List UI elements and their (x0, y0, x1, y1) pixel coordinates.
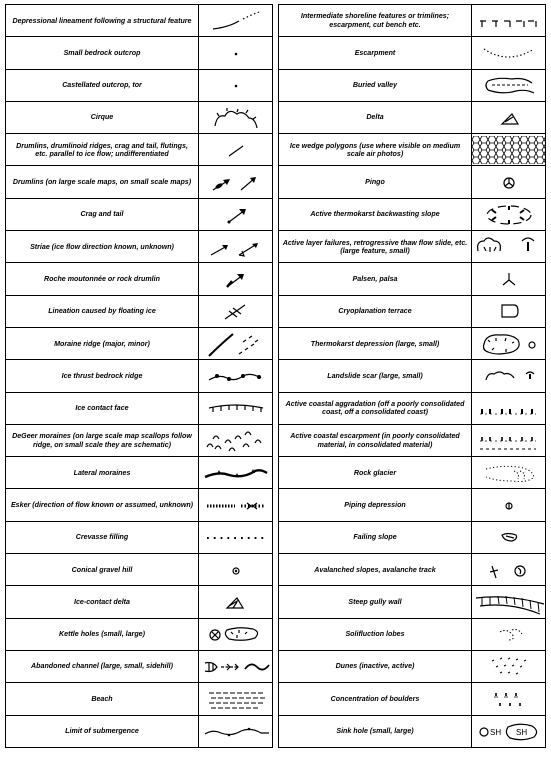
left-row (6, 327, 273, 359)
right-row (279, 263, 546, 295)
thermokarst-slope-icon (472, 200, 546, 228)
left-row (6, 586, 273, 618)
rock-glacier-icon (472, 459, 546, 487)
right-symbol-cell (472, 134, 546, 166)
left-row (6, 295, 273, 327)
left-label: Small bedrock outcrop (6, 37, 199, 69)
abandoned-channel-icon (199, 653, 273, 681)
active-layer-failure-icon (472, 233, 546, 261)
left-symbol-cell (199, 457, 273, 489)
right-label: Steep gully wall (279, 586, 472, 618)
left-row (6, 424, 273, 456)
right-symbol-cell (472, 263, 546, 295)
left-label: Ice contact face (6, 392, 199, 424)
dunes-icon (472, 653, 546, 681)
left-symbol-cell (199, 424, 273, 456)
right-row (279, 683, 546, 715)
right-symbol-cell (472, 101, 546, 133)
sink-hole-large-label: SH (516, 728, 528, 738)
left-row (6, 715, 273, 747)
right-row (279, 69, 546, 101)
left-row (6, 489, 273, 521)
right-row (279, 618, 546, 650)
left-label: Conical gravel hill (6, 554, 199, 586)
left-row (6, 69, 273, 101)
right-label: Buried valley (279, 69, 472, 101)
solifluction-lobes-icon (472, 620, 546, 648)
limit-submergence-icon (199, 717, 273, 745)
left-label: Striae (ice flow direction known, unknown) (6, 231, 199, 263)
right-label: Palsen, palsa (279, 263, 472, 295)
sink-hole-icon (472, 717, 546, 745)
left-symbol-cell (199, 101, 273, 133)
beach-lines-icon (199, 685, 273, 713)
left-label: Drumlins, drumlinoid ridges, crag and tail, flutings, etc. parallel to ice flow; undifferentiated (6, 134, 199, 166)
left-label: Castellated outcrop, tor (6, 69, 199, 101)
left-label: Depressional lineament following a structural feature (6, 5, 199, 37)
left-symbol-cell (199, 166, 273, 198)
right-label: Active thermokarst backwasting slope (279, 198, 472, 230)
sink-hole-small-label: SH (490, 728, 502, 738)
right-symbol-cell (472, 231, 546, 263)
right-symbol-cell (472, 586, 546, 618)
right-label: Cryoplanation terrace (279, 295, 472, 327)
ice-wedge-polygons-icon (472, 136, 546, 164)
landslide-scar-icon (472, 362, 546, 390)
conical-gravel-hill-icon (199, 556, 273, 584)
left-symbol-cell (199, 231, 273, 263)
left-symbol-cell (199, 554, 273, 586)
left-row (6, 521, 273, 553)
left-symbol-cell (199, 198, 273, 230)
right-symbol-cell (472, 683, 546, 715)
left-row (6, 392, 273, 424)
buried-valley-icon (472, 71, 546, 99)
left-symbol-cell (199, 360, 273, 392)
lateral-moraine-icon (199, 459, 273, 487)
left-row (6, 166, 273, 198)
right-row (279, 5, 546, 37)
left-label: Crag and tail (6, 198, 199, 230)
right-row (279, 392, 546, 424)
right-row (279, 37, 546, 69)
left-label: Drumlins (on large scale maps, on small scale maps) (6, 166, 199, 198)
left-label: Ice-contact delta (6, 586, 199, 618)
shoreline-ticks-icon (472, 7, 546, 35)
striae-arrows-icon (199, 233, 273, 261)
ice-contact-face-icon (199, 394, 273, 422)
right-symbol-cell (472, 715, 546, 747)
right-symbol-cell (472, 650, 546, 682)
left-label: Lineation caused by floating ice (6, 295, 199, 327)
sink-hole-small-circle (480, 728, 488, 736)
left-symbol-cell (199, 683, 273, 715)
kettle-holes-icon (199, 620, 273, 648)
esker-icon (199, 491, 273, 519)
left-label: Kettle holes (small, large) (6, 618, 199, 650)
right-symbol-cell (472, 457, 546, 489)
left-label: Esker (direction of flow known or assumed, unknown) (6, 489, 199, 521)
roche-moutonnee-arrow-icon (199, 265, 273, 293)
right-label: Thermokarst depression (large, small) (279, 327, 472, 359)
right-row (279, 521, 546, 553)
cirque-icon (199, 104, 273, 132)
right-row (279, 231, 546, 263)
left-label: Lateral moraines (6, 457, 199, 489)
left-label: Beach (6, 683, 199, 715)
right-row (279, 327, 546, 359)
right-row (279, 457, 546, 489)
right-symbol-cell (472, 295, 546, 327)
right-row (279, 650, 546, 682)
left-row (6, 650, 273, 682)
left-symbol-cell (199, 650, 273, 682)
crevasse-filling-icon (199, 523, 273, 551)
right-label: Solifluction lobes (279, 618, 472, 650)
left-symbol-cell (199, 618, 273, 650)
right-label: Intermediate shoreline features or trimlines; escarpment, cut bench etc. (279, 5, 472, 37)
piping-depression-icon (472, 491, 546, 519)
left-row (6, 101, 273, 133)
drumlin-arrows-icon (199, 168, 273, 196)
left-symbol-cell (199, 489, 273, 521)
right-label: Failing slope (279, 521, 472, 553)
left-row (6, 5, 273, 37)
left-row (6, 263, 273, 295)
coastal-aggradation-icon (472, 394, 546, 422)
right-row (279, 554, 546, 586)
left-row (6, 618, 273, 650)
right-label: Delta (279, 101, 472, 133)
dotted-arc-lineament-icon (199, 7, 273, 35)
right-symbol-cell (472, 521, 546, 553)
short-line-icon (199, 136, 273, 164)
left-symbol-cell (199, 263, 273, 295)
left-row (6, 457, 273, 489)
right-label: Escarpment (279, 37, 472, 69)
left-row (6, 360, 273, 392)
right-legend-table (278, 4, 546, 748)
right-row (279, 295, 546, 327)
failing-slope-icon (472, 523, 546, 551)
left-label: DeGeer moraines (on large scale map scallops follow ridge, on small scale they are schematic) (6, 424, 199, 456)
right-symbol-cell (472, 166, 546, 198)
palsa-icon (472, 265, 546, 293)
right-row (279, 198, 546, 230)
left-row (6, 134, 273, 166)
right-label: Piping depression (279, 489, 472, 521)
left-label: Crevasse filling (6, 521, 199, 553)
right-label: Dunes (inactive, active) (279, 650, 472, 682)
left-label: Cirque (6, 101, 199, 133)
right-label: Sink hole (small, large) (279, 715, 472, 747)
right-row (279, 360, 546, 392)
right-row (279, 101, 546, 133)
left-symbol-cell (199, 69, 273, 101)
left-symbol-cell (199, 586, 273, 618)
left-row (6, 683, 273, 715)
left-legend-table (5, 4, 273, 748)
right-symbol-cell (472, 554, 546, 586)
left-symbol-cell (199, 327, 273, 359)
right-label: Avalanched slopes, avalanche track (279, 554, 472, 586)
right-row (279, 715, 546, 747)
right-label: Concentration of boulders (279, 683, 472, 715)
right-row (279, 586, 546, 618)
small-dot-icon (199, 39, 273, 67)
left-row (6, 37, 273, 69)
left-symbol-cell (199, 37, 273, 69)
right-symbol-cell (472, 392, 546, 424)
right-symbol-cell (472, 360, 546, 392)
ice-contact-delta-icon (199, 588, 273, 616)
boulders-icon (472, 685, 546, 713)
floating-ice-lineation-icon (199, 297, 273, 325)
small-dot-icon (199, 71, 273, 99)
left-symbol-cell (199, 134, 273, 166)
left-row (6, 231, 273, 263)
delta-icon (472, 104, 546, 132)
left-symbol-cell (199, 5, 273, 37)
right-symbol-cell (472, 327, 546, 359)
steep-gully-wall-icon (472, 588, 546, 616)
left-label: Abandoned channel (large, small, sidehill) (6, 650, 199, 682)
left-label: Limit of submergence (6, 715, 199, 747)
right-label: Active layer failures, retrogressive thaw flow slide, etc. (large feature, small) (279, 231, 472, 263)
right-legend-body (279, 5, 546, 748)
right-row (279, 489, 546, 521)
right-symbol-cell (472, 37, 546, 69)
left-legend-body (6, 5, 273, 748)
moraine-ridge-icon (199, 330, 273, 358)
right-symbol-cell (472, 69, 546, 101)
left-label: Roche moutonnée or rock drumlin (6, 263, 199, 295)
right-symbol-cell (472, 198, 546, 230)
right-label: Rock glacier (279, 457, 472, 489)
left-symbol-cell (199, 295, 273, 327)
left-label: Ice thrust bedrock ridge (6, 360, 199, 392)
left-symbol-cell (199, 715, 273, 747)
right-row (279, 424, 546, 456)
right-label: Ice wedge polygons (use where visible on medium scale air photos) (279, 134, 472, 166)
right-symbol-cell (472, 489, 546, 521)
right-label: Pingo (279, 166, 472, 198)
degeer-moraines-icon (199, 427, 273, 455)
left-symbol-cell (199, 392, 273, 424)
right-label: Active coastal escarpment (in poorly consolidated material, in consolidated material) (279, 424, 472, 456)
avalanche-icon (472, 556, 546, 584)
left-label: Moraine ridge (major, minor) (6, 327, 199, 359)
right-symbol-cell (472, 618, 546, 650)
right-row (279, 166, 546, 198)
right-row (279, 134, 546, 166)
coastal-escarpment-icon (472, 427, 546, 455)
right-symbol-cell (472, 424, 546, 456)
right-symbol-cell (472, 5, 546, 37)
right-label: Active coastal aggradation (off a poorly consolidated coast, off a consolidated coast) (279, 392, 472, 424)
ice-thrust-ridge-icon (199, 362, 273, 390)
pingo-icon (472, 168, 546, 196)
left-row (6, 554, 273, 586)
escarpment-dots-icon (472, 39, 546, 67)
right-label: Landslide scar (large, small) (279, 360, 472, 392)
thermokarst-depression-icon (472, 330, 546, 358)
left-row (6, 198, 273, 230)
crag-tail-arrow-icon (199, 200, 273, 228)
cryoplanation-terrace-icon (472, 297, 546, 325)
left-symbol-cell (199, 521, 273, 553)
